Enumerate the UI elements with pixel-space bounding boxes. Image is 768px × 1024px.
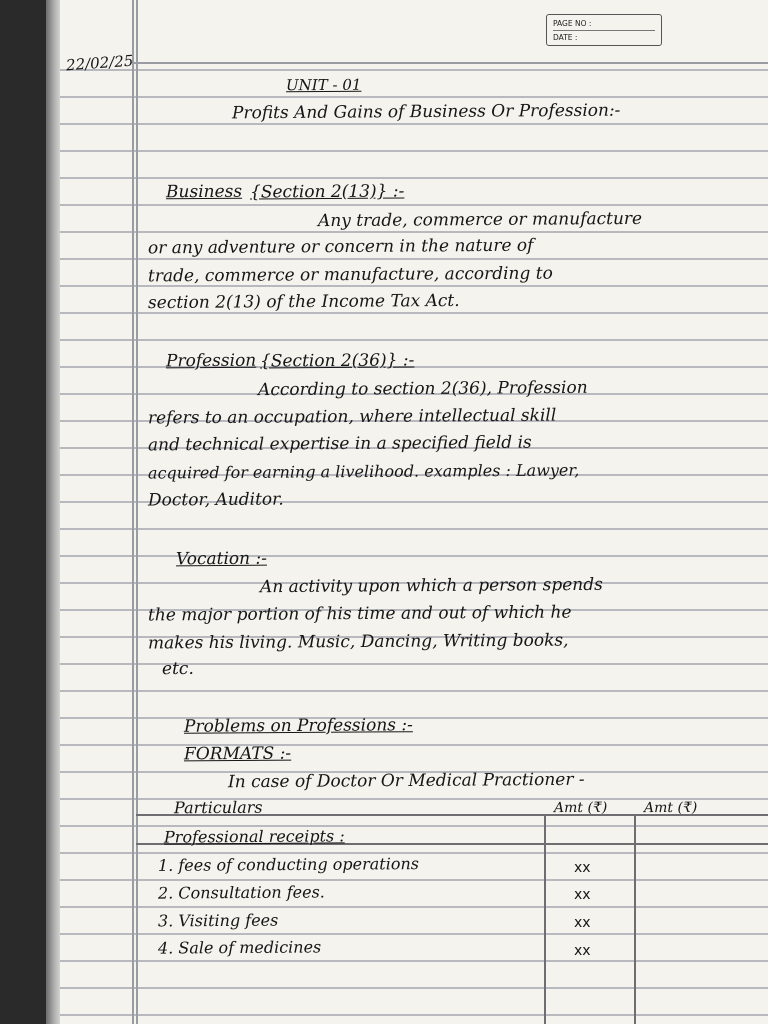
- margin-date: 22/02/25: [65, 51, 134, 75]
- business-line-1: Any trade, commerce or manufacture: [317, 208, 643, 232]
- business-line-4: section 2(13) of the Income Tax Act.: [147, 290, 460, 314]
- profession-line-1: According to section 2(36), Profession: [257, 377, 588, 401]
- table-row-item: 3. Visiting fees: [157, 910, 279, 931]
- header-rule: [132, 62, 768, 64]
- case-line: In case of Doctor Or Medical Practioner -: [227, 769, 585, 793]
- business-line-3: trade, commerce or manufacture, according to: [147, 263, 553, 287]
- main-title: Profits And Gains of Business Or Profession:-: [231, 100, 621, 124]
- business-line-2: or any adventure or concern in the nature of: [147, 235, 534, 259]
- table-row-amt: xx: [574, 943, 591, 959]
- vocation-line-2: the major portion of his time and out of which he: [147, 602, 572, 626]
- table-row-item: 2. Consultation fees.: [157, 882, 325, 903]
- margin-line: [132, 0, 134, 1024]
- vocation-line-4: etc.: [161, 658, 194, 680]
- vocation-heading: Vocation :-: [175, 548, 268, 570]
- profession-line-3: and technical expertise in a specified field is: [147, 432, 532, 456]
- table-row-amt: xx: [574, 887, 591, 903]
- profession-line-4: acquired for earning a livelihood. examples : Lawyer,: [147, 460, 580, 483]
- col-amt-2: Amt (₹): [643, 799, 698, 817]
- table-col-divider-2: [634, 814, 636, 1024]
- vocation-line-1: An activity upon which a person spends: [259, 574, 603, 598]
- group-heading: Professional receipts :: [163, 826, 345, 847]
- margin-line-inner: [136, 0, 138, 1024]
- table-row-item: 4. Sale of medicines: [157, 937, 322, 958]
- problems-heading: Problems on Professions :-: [183, 715, 413, 737]
- col-particulars: Particulars: [173, 797, 263, 818]
- date-label: DATE :: [553, 33, 578, 42]
- table-row-item: 1. fees of conducting operations: [157, 854, 420, 875]
- page-date-box: [546, 14, 662, 46]
- business-heading: Business: [165, 181, 243, 203]
- table-row-amt: xx: [574, 860, 591, 876]
- profession-heading: Profession: [165, 350, 257, 372]
- vocation-line-3: makes his living. Music, Dancing, Writing books,: [147, 630, 569, 654]
- table-col-divider-1: [544, 814, 546, 1024]
- formats-heading: FORMATS :-: [183, 743, 292, 765]
- page-no-label: PAGE NO :: [553, 17, 655, 31]
- profession-line-2: refers to an occupation, where intellectual skill: [147, 405, 557, 429]
- table-row-amt: xx: [574, 915, 591, 931]
- business-section: {Section 2(13)} :-: [249, 181, 405, 203]
- col-amt-1: Amt (₹): [553, 799, 608, 817]
- notebook-page: [46, 0, 768, 1024]
- profession-section: {Section 2(36)} :-: [259, 350, 415, 372]
- profession-line-5: Doctor, Auditor.: [147, 489, 284, 511]
- unit-title: UNIT - 01: [285, 75, 362, 95]
- notebook-binding: [46, 0, 60, 1024]
